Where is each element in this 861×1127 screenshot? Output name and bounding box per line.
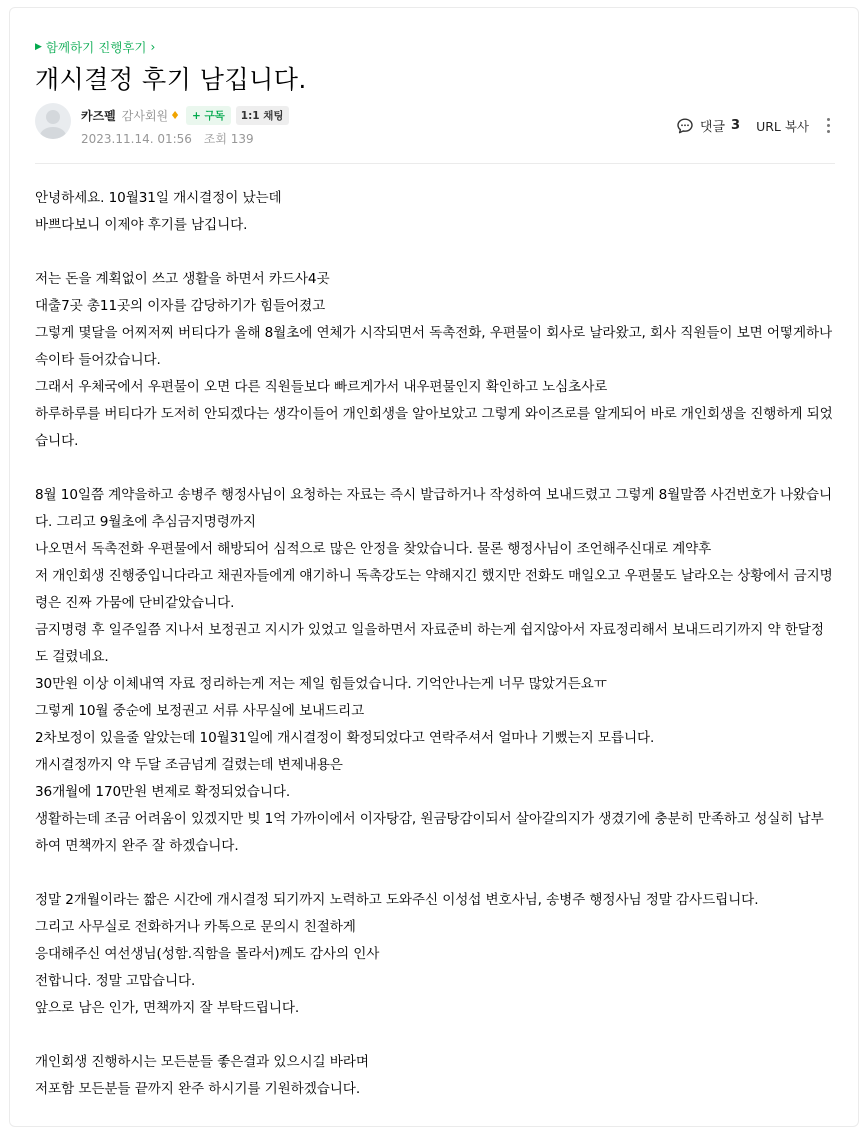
body-paragraph: 그리고 사무실로 전화하거나 카톡으로 문의시 친절하게 [35, 919, 356, 935]
body-paragraph: 정말 2개월이라는 짧은 시간에 개시결정 되기까지 노력하고 도와주신 이성섭 변호사님, 송병주 행정사님 정말 감사드립니다. [35, 892, 759, 908]
body-paragraph: 하루하루를 버티다가 도저히 안되겠다는 생각이들어 개인회생을 알아보았고 그렇게 와이즈로를 알게되어 바로 개인회생을 진행하게 되었습니다. [35, 406, 833, 449]
body-paragraph [35, 1022, 835, 1049]
body-paragraph: 나오면서 독촉전화 우편물에서 해방되어 심적으로 많은 안정을 찾았습니다. 물론 행정사님이 조언해주신대로 계약후 [35, 541, 712, 557]
subscribe-button[interactable]: + 구독 [186, 106, 231, 125]
chevron-right-icon: › [150, 40, 156, 54]
more-options-icon[interactable] [823, 118, 833, 133]
board-name: 함께하기 진행후기 [45, 40, 147, 55]
author-row [81, 106, 289, 125]
body-paragraph: 대출7곳 총11곳의 이자를 감당하기가 힘들어졌고 [35, 298, 326, 314]
body-paragraph: 전합니다. 정말 고맙습니다. [35, 973, 196, 989]
body-paragraph: 개인회생 진행하시는 모든분들 좋은결과 있으시길 바라며 [35, 1054, 369, 1070]
body-paragraph: 생활하는데 조금 어려움이 있겠지만 빚 1억 가까이에서 이자탕감, 원금탕감이되서 살아갈의지가 생겼기에 충분히 만족하고 성실히 납부하여 면책까지 완주 잘 하겠습니다. [35, 811, 824, 854]
body-paragraph: 저포함 모든분들 끝까지 완주 하시기를 기원하겠습니다. [35, 1081, 361, 1097]
body-paragraph: 8월 10일쯤 계약을하고 송병주 행정사님이 요청하는 자료는 즉시 발급하거나 작성하여 보내드렸고 그렇게 8월말쯤 사건번호가 나왔습니다. 그리고 9월초에 추심금지명령까지 [35, 487, 832, 530]
view-count: 조회 139 [203, 132, 254, 146]
body-paragraph [35, 860, 835, 887]
body-paragraph [35, 455, 835, 482]
body-paragraph: 저 개인회생 진행중입니다라고 채권자들에게 얘기하니 독촉강도는 약해지긴 했지만 전화도 매일오고 우편물도 날라오는 상황에서 금지명령은 진짜 가뭄에 단비같았습니다. [35, 568, 833, 611]
body-paragraph: 저는 돈을 계획없이 쓰고 생활을 하면서 카드사4곳 [35, 271, 330, 287]
member-level-icon: ♦ [170, 109, 181, 122]
body-paragraph: 그렇게 몇달을 어찌저찌 버티다가 올해 8월초에 연체가 시작되면서 독촉전화, 우편물이 회사로 날라왔고, 회사 직원들이 보면 어떻게하나 속이타 들어갔습니다. [35, 325, 833, 368]
body-paragraph: 금지명령 후 일주일쯤 지나서 보정권고 지시가 있었고 일을하면서 자료준비 하는게 쉽지않아서 자료정리해서 보내드리기까지 약 한달정도 걸렸네요. [35, 622, 824, 665]
comment-link[interactable] [676, 116, 740, 135]
body-paragraph: 그래서 우체국에서 우편물이 오면 다른 직원들보다 빠르게가서 내우편물인지 확인하고 노심초사로 [35, 379, 608, 395]
post-tools [676, 116, 833, 135]
body-paragraph: 앞으로 남은 인가, 면책까지 잘 부탁드립니다. [35, 1000, 300, 1016]
chat-button[interactable]: 1:1 채팅 [236, 106, 289, 125]
url-copy-button[interactable]: URL 복사 [756, 118, 809, 134]
body-paragraph: 2차보정이 있을줄 알았는데 10월31일에 개시결정이 확정되었다고 연락주셔서 얼마나 기뻤는지 모릅니다. [35, 730, 655, 746]
body-paragraph: 그렇게 10월 중순에 보정권고 서류 사무실에 보내드리고 [35, 703, 365, 719]
member-level: 감사회원 [121, 109, 169, 123]
comment-icon [676, 117, 694, 135]
avatar[interactable] [35, 103, 71, 139]
divider [35, 163, 835, 164]
body-paragraph: 36개월에 170만원 변제로 확정되었습니다. [35, 784, 291, 800]
body-paragraph: 30만원 이상 이체내역 자료 정리하는게 저는 제일 힘들었습니다. 기억안나는게 너무 많았거든요ㅠ [35, 676, 607, 692]
body-paragraph: 안녕하세요. 10월31일 개시결정이 났는데 [35, 190, 282, 206]
post-meta [81, 130, 262, 147]
post-title: 개시결정 후기 남깁니다. [35, 65, 307, 94]
body-paragraph: 응대해주신 여선생님(성함.직함을 몰라서)께도 감사의 인사 [35, 946, 380, 962]
flag-icon: ▶ [35, 42, 42, 52]
board-breadcrumb-link[interactable] [35, 38, 155, 56]
body-paragraph [35, 239, 835, 266]
author-name[interactable]: 카즈펠 [81, 109, 116, 123]
comment-label: 댓글 [699, 120, 726, 135]
post-date: 2023.11.14. 01:56 [81, 132, 192, 146]
post-body [35, 185, 835, 1103]
comment-count: 3 [731, 118, 741, 133]
body-paragraph: 개시결정까지 약 두달 조금넘게 걸렸는데 변제내용은 [35, 757, 343, 773]
body-paragraph: 바쁘다보니 이제야 후기를 남깁니다. [35, 217, 248, 233]
